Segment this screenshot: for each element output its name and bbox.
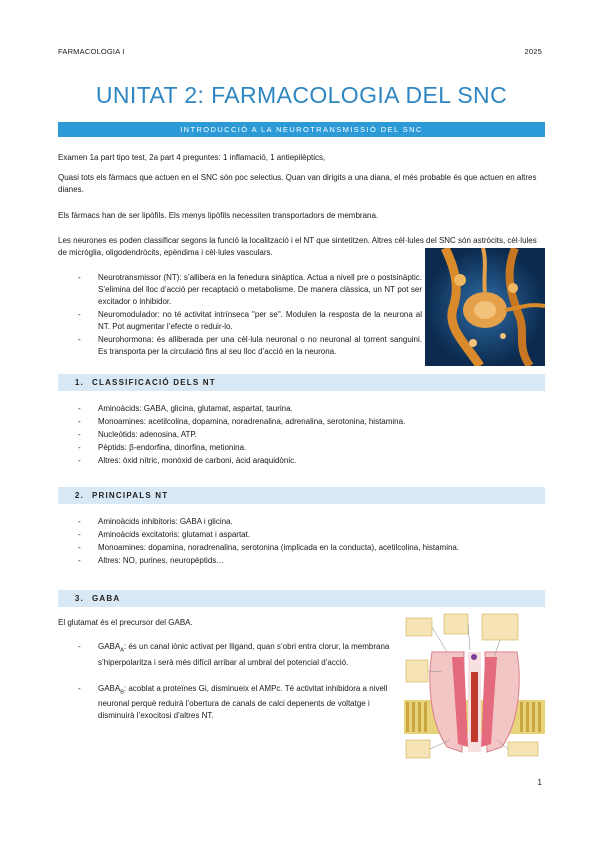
list-item-gaba-a bbox=[78, 641, 396, 669]
page-title: UNITAT 2: FARMACOLOGIA DEL SNC bbox=[95, 82, 508, 108]
gaba-receptors-list bbox=[78, 641, 396, 723]
intro-paragraph-selectivity: Quasi tots els fàrmacs que actuen en el SNC són poc selectius. Quan van dirigits a una diana, el més probable és que actuen en altres dianes. bbox=[58, 173, 537, 194]
intro-banner: INTRODUCCIÓ A LA NEUROTRANSMISSIÓ DEL SNC bbox=[58, 122, 545, 137]
list-item: - Aminoàcids: GABA, glicina, glutamat, aspartat, taurina. bbox=[78, 403, 545, 415]
intro-paragraph-exam: Examen 1a part tipo test, 2a part 4 preguntes: 1 inflamació, 1 antiepilèptics, bbox=[58, 153, 326, 162]
list-item: - Aminoàcids excitatoris: glutamat i aspartat. bbox=[78, 529, 545, 541]
list-item: - Altres: òxid nítric, monòxid de carboni, àcid araquidònic. bbox=[78, 455, 545, 467]
running-header-right: 2025 bbox=[524, 47, 542, 56]
section-heading-classificacio bbox=[58, 374, 545, 391]
neuro-definitions-list bbox=[78, 272, 422, 359]
section-heading-gaba bbox=[58, 590, 545, 607]
section-number: 3. bbox=[74, 594, 84, 603]
nt-classification-list bbox=[78, 403, 545, 468]
gaba-precursor-paragraph: El glutamat és el precursor del GABA. bbox=[58, 618, 193, 627]
neuron-illustration bbox=[425, 248, 545, 366]
list-item: - Aminoàcids inhibitoris: GABA i glicina. bbox=[78, 516, 545, 528]
gaba-a-description: : és un canal iònic activat per lligand, quan s’obri entra clorur, la membrana s’hiperpolaritza i serà més difícil arribar al umbral del potencial d’acció. bbox=[98, 642, 390, 667]
list-item-neurohormona: - Neurohormona: és alliberada per una cèl·lula neuronal o no neuronal al torrent sanguini. Es transporta per la circulació fins al seu lloc d’acció en la neurona. bbox=[78, 334, 422, 358]
page-number: 1 bbox=[537, 778, 542, 787]
section-title: PRINCIPALS NT bbox=[92, 491, 169, 500]
intro-paragraph-classification: Les neurones es poden classificar segons la funció la localització i el NT que sintetitzen. Altres cèl·lules del SNC són astròcits, cèl·lules de micròglia, oligodendròcits, epèndima i cèl·lules vasculars. bbox=[58, 236, 537, 257]
section-title: CLASSIFICACIÓ DELS NT bbox=[92, 378, 216, 387]
gaba-b-description: : acoblat a proteïnes Gi, disminueix el AMPc. Té activitat inhibidora a nivell neuronal perquè reduirà l’obertura de canals de calci depenents de voltatge i disminuirà l’exocitosi d’altres NT. bbox=[98, 683, 388, 721]
list-item: - Monoamines: dopamina, noradrenalina, serotonina (implicada en la conducta), acetilcolina, histamina. bbox=[78, 542, 545, 554]
gaba-b-subscript: B bbox=[120, 689, 124, 696]
list-item-neurotransmissor: - Neurotransmissor (NT): s’allibera en la fenedura sinàptica. Actua a nivell pre o postsinàptic. S’elimina del lloc d’acció per recaptació o metabolisme. De manera clàssica, un NT pot ser excitador o inhibidor. bbox=[78, 272, 422, 308]
gaba-a-symbol: GABA bbox=[98, 642, 121, 651]
list-item: - Pèptids: β-endorfina, dinorfina, metionina. bbox=[78, 442, 545, 454]
list-item: - Nucleòtids: adenosina, ATP. bbox=[78, 429, 545, 441]
main-nt-list bbox=[78, 516, 545, 568]
list-item-gaba-b bbox=[78, 683, 396, 723]
list-item-neuromodulador: - Neuromodulador: no té activitat intrínseca "per se". Modulen la resposta de la neurona al NT. Pot augmentar l’efecte o reduir-lo. bbox=[78, 309, 422, 333]
gaba-b-symbol: GABA bbox=[98, 683, 121, 693]
section-number: 1. bbox=[74, 378, 84, 387]
section-heading-principals bbox=[58, 487, 545, 504]
intro-paragraph-lipophilic: Els fàrmacs han de ser lipòfils. Els menys lipòfils necessiten transportadors de membrana. bbox=[58, 211, 379, 220]
list-item: - Monoamines: acetilcolina, dopamina, noradrenalina, adrenalina, serotonina, histamina. bbox=[78, 416, 545, 428]
list-item: - Altres: NO, purines, neuropèptids… bbox=[78, 555, 545, 567]
gaba-a-subscript: A bbox=[120, 647, 124, 654]
running-header-left: FARMACOLOGIA I bbox=[58, 47, 125, 56]
gaba-receptor-diagram bbox=[402, 612, 547, 762]
section-number: 2. bbox=[74, 491, 84, 500]
section-title: GABA bbox=[92, 594, 121, 603]
